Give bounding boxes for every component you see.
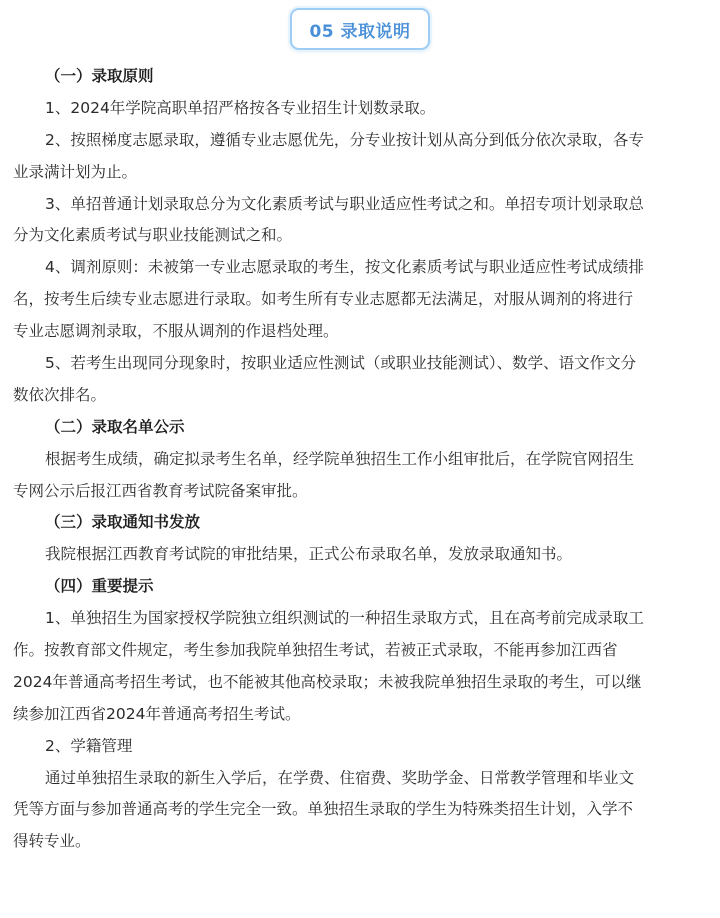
paragraph-line: 通过单独招生录取的新生入学后，在学费、住宿费、奖助学金、日常教学管理和毕业文 bbox=[45, 768, 635, 787]
paragraph-line: 1、2024年学院高职单招严格按各专业招生计划数录取。 bbox=[45, 98, 436, 117]
section-title-container bbox=[0, 8, 720, 50]
paragraph-line: 我院根据江西教育考试院的审批结果，正式公布录取名单，发放录取通知书。 bbox=[45, 545, 573, 564]
paragraph-line: 2024年普通高考招生考试，也不能被其他高校录取；未被我院单独招生录取的考生，可以继 bbox=[13, 672, 642, 691]
heading-important-notes: （四）重要提示 bbox=[45, 577, 154, 596]
paragraph-line: 续参加江西省2024年普通高考招生考试。 bbox=[13, 704, 301, 723]
paragraph-line: 专网公示后报江西省教育考试院备案审批。 bbox=[13, 481, 308, 500]
paragraph-line: 名，按考生后续专业志愿进行录取。如考生所有专业志愿都无法满足，对服从调剂的将进行 bbox=[13, 290, 634, 309]
document-body bbox=[13, 61, 707, 858]
paragraph-line: 5、若考生出现同分现象时，按职业适应性测试（或职业技能测试）、数学、语文作文分 bbox=[45, 354, 637, 373]
paragraph-line: 凭等方面与参加普通高考的学生完全一致。单独招生录取的学生为特殊类招生计划，入学不 bbox=[13, 800, 634, 819]
heading-admission-list-publicity: （二）录取名单公示 bbox=[45, 417, 185, 436]
heading-admission-principles: （一）录取原则 bbox=[45, 67, 154, 85]
paragraph-line: 数依次排名。 bbox=[13, 385, 107, 404]
paragraph-line: 分为文化素质考试与职业技能测试之和。 bbox=[13, 226, 293, 245]
paragraph-line: 1、单独招生为国家授权学院独立组织测试的一种招生录取方式，且在高考前完成录取工 bbox=[45, 609, 644, 628]
paragraph-line: 2、按照梯度志愿录取，遵循专业志愿优先，分专业按计划从高分到低分依次录取，各专 bbox=[45, 130, 644, 149]
subheading-student-status: 2、学籍管理 bbox=[45, 736, 133, 755]
paragraph-line: 专业志愿调剂录取，不服从调剂的作退档处理。 bbox=[13, 322, 339, 341]
section-title: 05 录取说明 bbox=[309, 21, 411, 42]
paragraph-line: 作。按教育部文件规定，考生参加我院单独招生考试，若被正式录取，不能再参加江西省 bbox=[13, 641, 618, 660]
paragraph-line: 得转专业。 bbox=[13, 832, 91, 851]
section-title-badge bbox=[290, 8, 430, 50]
paragraph-line: 4、调剂原则：未被第一专业志愿录取的考生，按文化素质考试与职业适应性考试成绩排 bbox=[45, 258, 644, 277]
heading-notice-issuance: （三）录取通知书发放 bbox=[45, 513, 201, 532]
paragraph-line: 3、单招普通计划录取总分为文化素质考试与职业适应性考试之和。单招专项计划录取总 bbox=[45, 194, 644, 213]
paragraph-line: 业录满计划为止。 bbox=[13, 162, 138, 181]
paragraph-line: 根据考生成绩，确定拟录考生名单，经学院单独招生工作小组审批后，在学院官网招生 bbox=[45, 449, 635, 468]
